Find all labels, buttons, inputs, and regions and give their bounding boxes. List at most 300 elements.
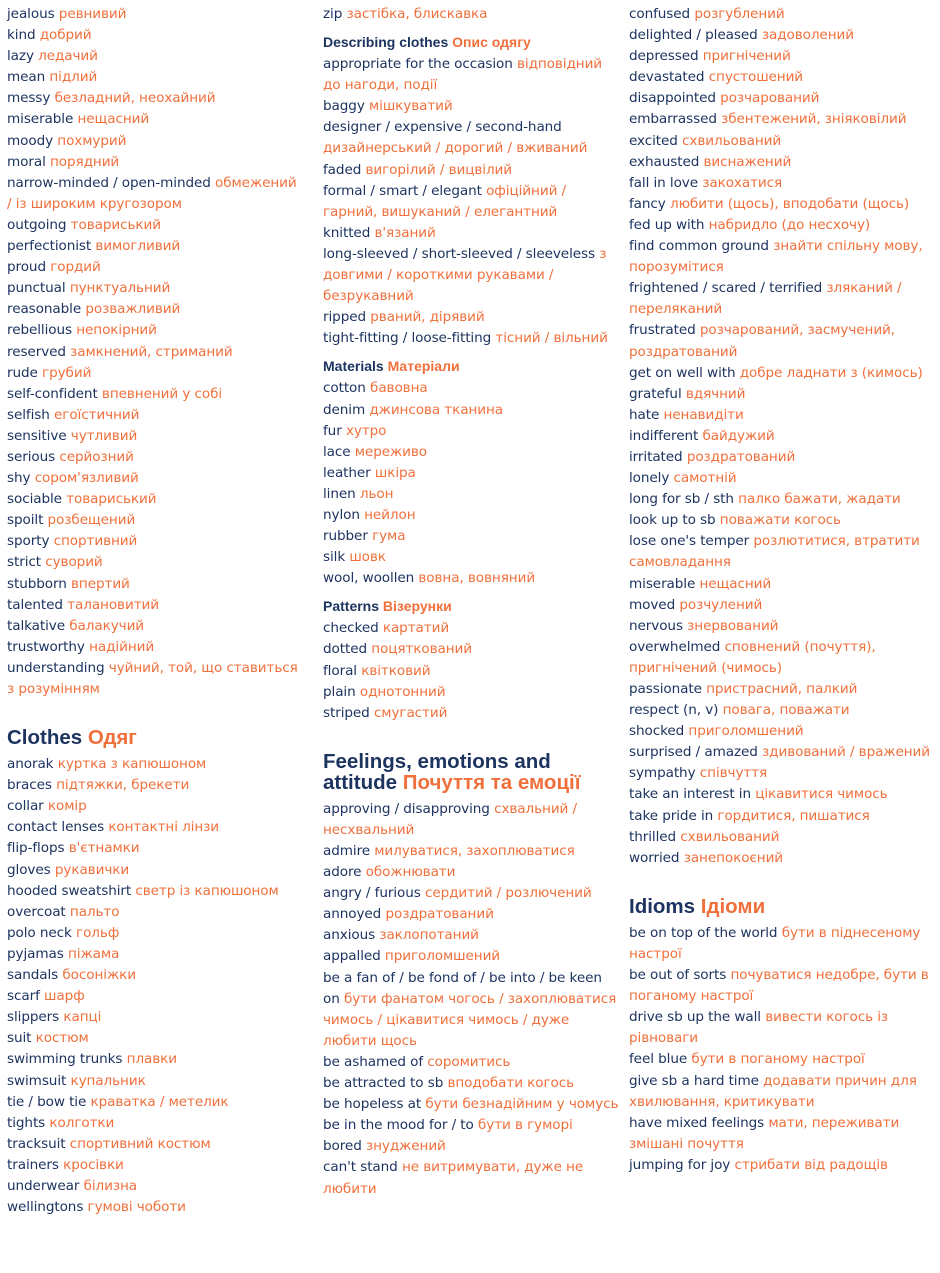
vocab-entry xyxy=(7,1155,305,1176)
ukrainian-translation: палко бажати, жадати xyxy=(738,491,901,508)
ukrainian-translation: гордий xyxy=(50,259,101,276)
heading-english: Idioms xyxy=(629,894,696,918)
vocab-entry xyxy=(629,236,934,278)
ukrainian-translation: джинсова тканина xyxy=(369,401,503,418)
ukrainian-translation: співчуття xyxy=(699,765,768,782)
vocab-entry xyxy=(629,595,934,616)
vocab-entry xyxy=(7,1176,305,1197)
vocab-entry xyxy=(7,1071,305,1092)
ukrainian-translation: бути в гуморі xyxy=(477,1117,573,1134)
ukrainian-translation: розбещений xyxy=(47,512,136,529)
ukrainian-translation: підтяжки, брекети xyxy=(56,777,190,794)
ukrainian-translation: товариський xyxy=(66,491,157,508)
english-term: rude xyxy=(7,364,38,381)
heading-ukrainian: Опис одягу xyxy=(452,34,531,51)
english-term: formal / smart / elegant xyxy=(323,182,482,199)
ukrainian-translation: спортивний xyxy=(53,533,138,550)
section-heading xyxy=(629,896,934,917)
vocab-entry xyxy=(629,405,934,426)
vocab-entry xyxy=(629,923,934,965)
ukrainian-translation: шовк xyxy=(349,549,386,566)
ukrainian-translation: в'язаний xyxy=(374,224,436,241)
vocab-entry xyxy=(629,215,934,236)
ukrainian-translation: додавати причин для хвилювання, критикувати xyxy=(629,1072,917,1110)
ukrainian-translation: квітковий xyxy=(361,662,431,679)
english-term: sociable xyxy=(7,491,62,508)
ukrainian-translation: товариський xyxy=(70,216,161,233)
english-term: selfish xyxy=(7,406,50,423)
english-term: lonely xyxy=(629,470,670,487)
ukrainian-translation: піжама xyxy=(67,945,120,962)
vocab-entry xyxy=(323,841,621,862)
ukrainian-translation: білизна xyxy=(83,1177,137,1194)
ukrainian-translation: схвильований xyxy=(680,828,780,845)
english-term: delighted / pleased xyxy=(629,27,758,44)
vocab-entry xyxy=(7,426,305,447)
vocab-entry xyxy=(323,484,621,505)
ukrainian-translation: похмурий xyxy=(57,132,127,149)
vocab-entry xyxy=(7,965,305,986)
ukrainian-translation: зляканий / переляканий xyxy=(629,280,902,318)
vocab-entry xyxy=(629,827,934,848)
ukrainian-translation: застібка, блискавка xyxy=(346,6,488,22)
english-term: passionate xyxy=(629,681,702,697)
ukrainian-translation: поцяткований xyxy=(371,641,473,658)
ukrainian-translation: офіційний / гарний, вишуканий / елегантний xyxy=(323,182,567,220)
ukrainian-translation: рваний, дірявий xyxy=(370,309,485,326)
english-term: swimsuit xyxy=(7,1072,67,1089)
ukrainian-translation: хутро xyxy=(345,422,387,439)
ukrainian-translation: стрибати від радощів xyxy=(734,1156,888,1173)
english-term: miserable xyxy=(7,111,74,128)
vocab-entry xyxy=(323,946,621,967)
vocab-entry xyxy=(323,1115,621,1136)
vocab-entry xyxy=(629,46,934,67)
english-term: thrilled xyxy=(629,828,677,845)
english-term: sympathy xyxy=(629,765,696,782)
vocab-entry xyxy=(629,1113,934,1155)
vocab-entry xyxy=(7,902,305,923)
ukrainian-translation: мати, переживати змішані почуття xyxy=(629,1114,900,1152)
ukrainian-translation: пунктуальний xyxy=(69,280,171,297)
english-term: trustworthy xyxy=(7,638,85,655)
ukrainian-translation: відповідний до нагоди, події xyxy=(323,56,603,94)
ukrainian-translation: суворий xyxy=(45,554,103,571)
vocab-entry xyxy=(323,160,621,181)
ukrainian-translation: замкнений, стриманий xyxy=(70,343,233,360)
english-term: feel blue xyxy=(629,1051,688,1068)
english-term: proud xyxy=(7,259,46,276)
ukrainian-translation: порядний xyxy=(50,153,120,170)
english-term: baggy xyxy=(323,98,365,115)
ukrainian-translation: гордитися, пишатися xyxy=(717,807,870,824)
english-term: lazy xyxy=(7,48,34,65)
vocab-entry xyxy=(629,194,934,215)
vocab-entry xyxy=(323,799,621,841)
ukrainian-translation: почуватися недобре, бути в поганому настрої xyxy=(629,967,929,1005)
vocab-entry xyxy=(323,505,621,526)
english-term: look up to sb xyxy=(629,512,716,529)
ukrainian-translation: льон xyxy=(359,485,394,502)
ukrainian-translation: розчулений xyxy=(679,596,763,613)
ukrainian-translation: надійний xyxy=(89,638,155,655)
ukrainian-translation: балакучий xyxy=(69,617,145,634)
ukrainian-translation: обмежений / із широким кругозором xyxy=(7,174,297,212)
english-term: checked xyxy=(323,620,379,637)
ukrainian-translation: закохатися xyxy=(702,174,783,191)
vocab-entry xyxy=(323,442,621,463)
heading-ukrainian: Ідіоми xyxy=(700,894,766,918)
ukrainian-translation: виснажений xyxy=(703,153,792,170)
ukrainian-translation: в'єтнамки xyxy=(68,840,140,857)
vocab-entry xyxy=(7,637,305,658)
english-term: disappointed xyxy=(629,90,716,107)
english-term: moved xyxy=(629,596,676,613)
ukrainian-translation: смугастий xyxy=(373,704,448,721)
vocab-entry xyxy=(7,489,305,510)
english-term: long for sb / sth xyxy=(629,491,734,508)
vocab-entry xyxy=(7,510,305,531)
heading-english: Describing clothes xyxy=(323,34,449,51)
ukrainian-translation: обожнювати xyxy=(365,864,456,881)
ukrainian-translation: бути безнадійним у чомусь xyxy=(425,1096,619,1113)
english-term: reasonable xyxy=(7,301,82,318)
vocab-entry xyxy=(323,618,621,639)
english-term: kind xyxy=(7,27,36,44)
vocab-entry xyxy=(629,447,934,468)
english-term: annoyed xyxy=(323,906,382,923)
english-term: shy xyxy=(7,470,31,487)
english-term: stubborn xyxy=(7,575,67,592)
ukrainian-translation: костюм xyxy=(35,1030,89,1047)
english-term: perfectionist xyxy=(7,238,92,255)
heading-ukrainian: Візерунки xyxy=(382,598,452,615)
vocab-entry xyxy=(629,278,934,320)
vocab-entry xyxy=(7,552,305,573)
vocab-entry xyxy=(323,421,621,442)
english-term: appropriate for the occasion xyxy=(323,56,513,73)
ukrainian-translation: плавки xyxy=(126,1051,178,1068)
english-term: outgoing xyxy=(7,216,67,233)
ukrainian-translation: розчарований xyxy=(720,90,820,107)
ukrainian-translation: шкіра xyxy=(374,464,416,481)
vocab-entry xyxy=(629,363,934,384)
ukrainian-translation: дизайнерський / дорогий / вживаний xyxy=(323,140,588,157)
ukrainian-translation: непокірний xyxy=(76,322,157,339)
ukrainian-translation: розлютитися, втратити самовладання xyxy=(629,533,920,571)
english-term: devastated xyxy=(629,69,705,86)
english-term: lace xyxy=(323,443,351,460)
english-term: scarf xyxy=(7,988,40,1005)
vocab-entry xyxy=(323,1136,621,1157)
english-term: jealous xyxy=(7,6,55,22)
english-term: tights xyxy=(7,1114,46,1131)
ukrainian-translation: милуватися, захоплюватися xyxy=(374,843,575,859)
ukrainian-translation: схвильований xyxy=(682,132,782,149)
english-term: indifferent xyxy=(629,427,699,444)
vocab-entry xyxy=(7,1028,305,1049)
english-term: give sb a hard time xyxy=(629,1072,759,1089)
ukrainian-translation: пригнічений xyxy=(702,48,791,65)
vocab-entry xyxy=(7,1007,305,1028)
english-term: dotted xyxy=(323,641,367,658)
english-term: talkative xyxy=(7,617,66,634)
ukrainian-translation: соромитись xyxy=(427,1053,511,1070)
vocab-entry xyxy=(7,574,305,595)
english-term: approving / disapproving xyxy=(323,800,490,817)
english-term: suit xyxy=(7,1030,32,1047)
ukrainian-translation: нещасний xyxy=(77,111,150,128)
vocab-entry xyxy=(7,531,305,552)
vocab-entry xyxy=(7,616,305,637)
vocab-entry xyxy=(629,721,934,742)
ukrainian-translation: розчарований, засмучений, роздратований xyxy=(629,322,896,360)
vocab-entry xyxy=(7,46,305,67)
ukrainian-translation: чутливий xyxy=(70,427,138,444)
ukrainian-translation: знайти спільну мову, порозумітися xyxy=(629,238,923,276)
vocab-entry xyxy=(323,547,621,568)
english-term: respect (n, v) xyxy=(629,702,719,719)
english-term: denim xyxy=(323,401,366,418)
vocab-entry xyxy=(7,881,305,902)
english-term: be on top of the world xyxy=(629,924,778,941)
ukrainian-translation: гольф xyxy=(76,924,120,941)
english-term: exhausted xyxy=(629,153,700,170)
english-term: grateful xyxy=(629,385,682,402)
ukrainian-translation: приголомшений xyxy=(688,723,804,740)
ukrainian-translation: шарф xyxy=(44,988,85,1005)
ukrainian-translation: підлий xyxy=(49,69,98,86)
english-term: be out of sorts xyxy=(629,967,727,984)
ukrainian-translation: нещасний xyxy=(699,575,772,592)
vocab-entry xyxy=(323,904,621,925)
ukrainian-translation: вдячний xyxy=(685,385,746,402)
english-term: hooded sweatshirt xyxy=(7,882,132,899)
vocab-entry xyxy=(7,838,305,859)
ukrainian-translation: кросівки xyxy=(63,1156,124,1173)
english-term: angry / furious xyxy=(323,885,421,902)
vocab-entry xyxy=(7,1113,305,1134)
vocab-entry xyxy=(323,661,621,682)
ukrainian-translation: впертий xyxy=(71,575,130,592)
vocab-entry xyxy=(323,117,621,159)
ukrainian-translation: з довгими / короткими рукавами / безрукавний xyxy=(323,245,607,305)
vocab-entry xyxy=(629,1007,934,1049)
vocab-entry xyxy=(7,173,305,215)
english-term: fur xyxy=(323,422,342,439)
ukrainian-translation: сердитий / розлючений xyxy=(424,885,592,902)
english-term: surprised / amazed xyxy=(629,744,758,761)
english-term: adore xyxy=(323,864,362,881)
english-term: fall in love xyxy=(629,174,699,191)
english-term: plain xyxy=(323,683,356,700)
vocab-entry xyxy=(7,1049,305,1070)
english-term: trainers xyxy=(7,1156,59,1173)
english-term: cotton xyxy=(323,380,366,397)
vocab-entry xyxy=(629,468,934,489)
ukrainian-translation: бути фанатом чогось / захоплюватися чимось / цікавитися чимось / дуже любити щось xyxy=(323,990,617,1049)
english-term: confused xyxy=(629,6,691,22)
ukrainian-translation: поважати когось xyxy=(719,512,841,529)
english-term: tie / bow tie xyxy=(7,1093,87,1110)
ukrainian-translation: грубий xyxy=(42,364,92,381)
ukrainian-translation: добре ладнати з (кимось) xyxy=(739,364,923,381)
vocab-entry xyxy=(629,806,934,827)
vocab-entry xyxy=(323,925,621,946)
vocab-entry xyxy=(7,236,305,257)
vocab-entry xyxy=(7,109,305,130)
ukrainian-translation: роздратований xyxy=(385,906,494,923)
english-term: contact lenses xyxy=(7,819,105,836)
english-term: designer / expensive / second-hand xyxy=(323,119,562,136)
vocab-entry xyxy=(323,463,621,484)
english-term: ripped xyxy=(323,309,367,326)
vocab-entry xyxy=(7,384,305,405)
english-term: hate xyxy=(629,406,660,423)
english-term: spoilt xyxy=(7,512,44,529)
vocab-entry xyxy=(629,1155,934,1176)
ukrainian-translation: ледачий xyxy=(38,48,98,65)
english-term: shocked xyxy=(629,723,685,740)
vocab-entry xyxy=(7,944,305,965)
english-term: get on well with xyxy=(629,364,736,381)
vocab-entry xyxy=(323,1073,621,1094)
ukrainian-translation: вивести когось із рівноваги xyxy=(629,1009,889,1047)
column-2 xyxy=(323,4,621,1200)
vocab-entry xyxy=(629,131,934,152)
vocab-entry xyxy=(7,299,305,320)
english-term: anxious xyxy=(323,927,376,944)
ukrainian-translation: занепокоєний xyxy=(683,849,784,866)
vocab-entry xyxy=(629,679,934,700)
english-term: swimming trunks xyxy=(7,1051,123,1068)
english-term: have mixed feelings xyxy=(629,1114,765,1131)
english-term: braces xyxy=(7,777,52,794)
ukrainian-translation: збентежений, зніяковілий xyxy=(721,111,907,128)
vocab-entry xyxy=(7,215,305,236)
ukrainian-translation: любити (щось), вподобати (щось) xyxy=(670,195,910,212)
vocab-entry xyxy=(629,531,934,573)
ukrainian-translation: знуджений xyxy=(365,1138,446,1155)
english-term: tracksuit xyxy=(7,1135,66,1152)
ukrainian-translation: мереживо xyxy=(354,443,428,460)
ukrainian-translation: ненавидіти xyxy=(663,406,744,423)
ukrainian-translation: самотній xyxy=(673,470,737,487)
vocab-entry xyxy=(629,173,934,194)
ukrainian-translation: добрий xyxy=(39,27,92,44)
vocab-entry xyxy=(323,96,621,117)
english-term: reserved xyxy=(7,343,66,360)
ukrainian-translation: гумові чоботи xyxy=(87,1199,186,1216)
heading-ukrainian: Одяг xyxy=(87,726,137,750)
english-term: tight-fitting / loose-fitting xyxy=(323,330,492,347)
vocab-entry xyxy=(629,784,934,805)
english-term: moody xyxy=(7,132,54,149)
ukrainian-translation: краватка / метелик xyxy=(90,1093,229,1110)
vocab-entry xyxy=(323,682,621,703)
vocab-entry xyxy=(7,658,305,700)
vocab-entry xyxy=(629,574,934,595)
english-term: striped xyxy=(323,704,370,721)
ukrainian-translation: повага, поважати xyxy=(722,702,850,719)
vocab-entry xyxy=(7,595,305,616)
vocab-entry xyxy=(7,88,305,109)
vocab-entry xyxy=(7,363,305,384)
vocab-entry xyxy=(323,1052,621,1073)
vocab-entry xyxy=(323,54,621,96)
ukrainian-translation: впевнений у собі xyxy=(101,385,223,402)
english-term: bored xyxy=(323,1138,362,1155)
ukrainian-translation: картатий xyxy=(382,620,450,637)
vocab-entry xyxy=(323,181,621,223)
english-term: lose one's temper xyxy=(629,533,750,550)
english-term: take pride in xyxy=(629,807,714,824)
section-heading xyxy=(323,751,621,793)
ukrainian-translation: схвальний / несхвальний xyxy=(323,800,577,838)
english-term: slippers xyxy=(7,1009,60,1026)
vocab-entry xyxy=(7,817,305,838)
vocab-entry xyxy=(323,1157,621,1199)
english-term: rebellious xyxy=(7,322,72,339)
ukrainian-translation: вигорілий / вицвілий xyxy=(365,161,513,178)
ukrainian-translation: серйозний xyxy=(59,448,134,465)
vocab-entry xyxy=(323,703,621,724)
vocab-entry xyxy=(629,109,934,130)
vocab-entry xyxy=(7,257,305,278)
vocab-entry xyxy=(323,526,621,547)
ukrainian-translation: колготки xyxy=(49,1114,115,1131)
vocab-entry xyxy=(7,67,305,88)
vocab-entry xyxy=(323,378,621,399)
vocab-entry xyxy=(323,1094,621,1115)
ukrainian-translation: капці xyxy=(63,1009,102,1026)
vocab-entry xyxy=(7,405,305,426)
vocab-entry xyxy=(629,67,934,88)
english-term: zip xyxy=(323,6,343,22)
english-term: wool, woollen xyxy=(323,570,415,587)
ukrainian-translation: знервований xyxy=(687,617,779,634)
english-term: depressed xyxy=(629,48,699,65)
subsection-heading xyxy=(323,356,621,377)
english-term: frustrated xyxy=(629,322,696,339)
english-term: floral xyxy=(323,662,357,679)
ukrainian-translation: здивований / вражений xyxy=(762,744,930,761)
vocab-entry xyxy=(7,1092,305,1113)
vocab-entry xyxy=(629,320,934,362)
vocab-entry xyxy=(7,1134,305,1155)
vocab-entry xyxy=(323,4,621,25)
ukrainian-translation: гума xyxy=(372,528,406,545)
english-term: admire xyxy=(323,843,371,859)
english-term: faded xyxy=(323,161,362,178)
english-term: leather xyxy=(323,464,371,481)
ukrainian-translation: бути в піднесеному настрої xyxy=(629,924,921,962)
english-term: irritated xyxy=(629,448,683,465)
ukrainian-translation: бути в поганому настрої xyxy=(691,1051,865,1068)
vocab-entry xyxy=(323,223,621,244)
english-term: be in the mood for / to xyxy=(323,1117,474,1134)
english-term: knitted xyxy=(323,224,371,241)
ukrainian-translation: мішкуватий xyxy=(369,98,453,115)
ukrainian-translation: контактні лінзи xyxy=(108,819,220,836)
vocab-entry xyxy=(323,883,621,904)
english-term: miserable xyxy=(629,575,696,592)
english-term: underwear xyxy=(7,1177,80,1194)
english-term: linen xyxy=(323,485,356,502)
vocab-entry xyxy=(7,468,305,489)
ukrainian-translation: пальто xyxy=(69,903,120,920)
heading-ukrainian: Матеріали xyxy=(387,358,460,375)
